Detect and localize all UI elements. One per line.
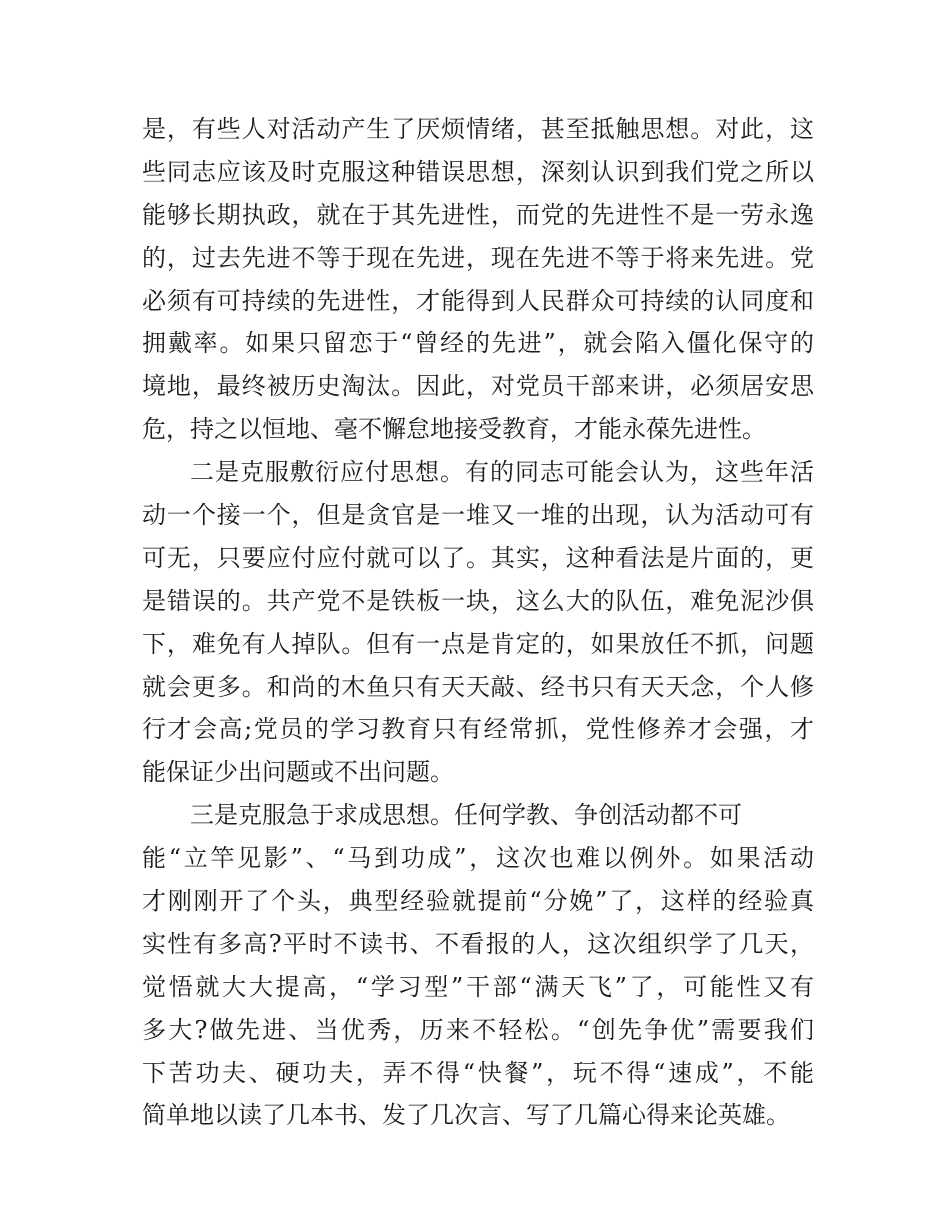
text-line: 是错误的。共产党不是铁板一块，这么大的队伍，难免泥沙俱 xyxy=(142,586,814,615)
text-line: 才刚刚开了个头，典型经验就提前“分娩”了，这样的经验真 xyxy=(142,887,814,916)
text-line: 可无，只要应付应付就可以了。其实，这种看法是片面的，更 xyxy=(142,543,814,572)
text-line: 拥戴率。如果只留恋于“曾经的先进”，就会陷入僵化保守的 xyxy=(142,329,814,358)
text-line: 能保证少出问题或不出问题。 xyxy=(142,758,454,787)
text-line: 的，过去先进不等于现在先进，现在先进不等于将来先进。党 xyxy=(142,243,814,272)
text-line: 些同志应该及时克服这种错误思想，深刻认识到我们党之所以 xyxy=(142,157,814,186)
text-line: 三是克服急于求成思想。任何学教、争创活动都不可 xyxy=(190,801,742,830)
text-line: 下，难免有人掉队。但有一点是肯定的，如果放任不抓，问题 xyxy=(142,629,814,658)
text-line: 是，有些人对活动产生了厌烦情绪，甚至抵触思想。对此，这 xyxy=(142,115,814,143)
body-text xyxy=(142,108,814,1137)
text-line: 二是克服敷衍应付思想。有的同志可能会认为，这些年活 xyxy=(190,458,814,487)
text-line: 多大?做先进、当优秀，历来不轻松。“创先争优”需要我们 xyxy=(142,1015,814,1044)
text-line: 实性有多高?平时不读书、不看报的人，这次组织学了几天， xyxy=(142,929,814,958)
text-line: 必须有可持续的先进性，才能得到人民群众可持续的认同度和 xyxy=(142,286,814,315)
text-line: 简单地以读了几本书、发了几次言、写了几篇心得来论英雄。 xyxy=(142,1101,790,1130)
text-line: 能够长期执政，就在于其先进性，而党的先进性不是一劳永逸 xyxy=(142,200,814,229)
text-line: 就会更多。和尚的木鱼只有天天敲、经书只有天天念，个人修 xyxy=(142,672,814,701)
text-line: 下苦功夫、硬功夫，弄不得“快餐”，玩不得“速成”，不能 xyxy=(142,1058,814,1087)
text-line: 能“立竿见影”、“马到功成”，这次也难以例外。如果活动 xyxy=(142,844,814,873)
paragraph-1 xyxy=(142,108,814,451)
text-line: 危，持之以恒地、毫不懈怠地接受教育，才能永葆先进性。 xyxy=(142,415,766,444)
paragraph-2 xyxy=(142,451,814,794)
text-line: 境地，最终被历史淘汰。因此，对党员干部来讲，必须居安思 xyxy=(142,372,814,401)
paragraph-3 xyxy=(142,794,814,1137)
text-line: 行才会高;党员的学习教育只有经常抓，党性修养才会强，才 xyxy=(142,715,814,744)
text-line: 觉悟就大大提高，“学习型”干部“满天飞”了，可能性又有 xyxy=(142,972,814,1001)
text-line: 动一个接一个，但是贪官是一堆又一堆的出现，认为活动可有 xyxy=(142,501,814,530)
